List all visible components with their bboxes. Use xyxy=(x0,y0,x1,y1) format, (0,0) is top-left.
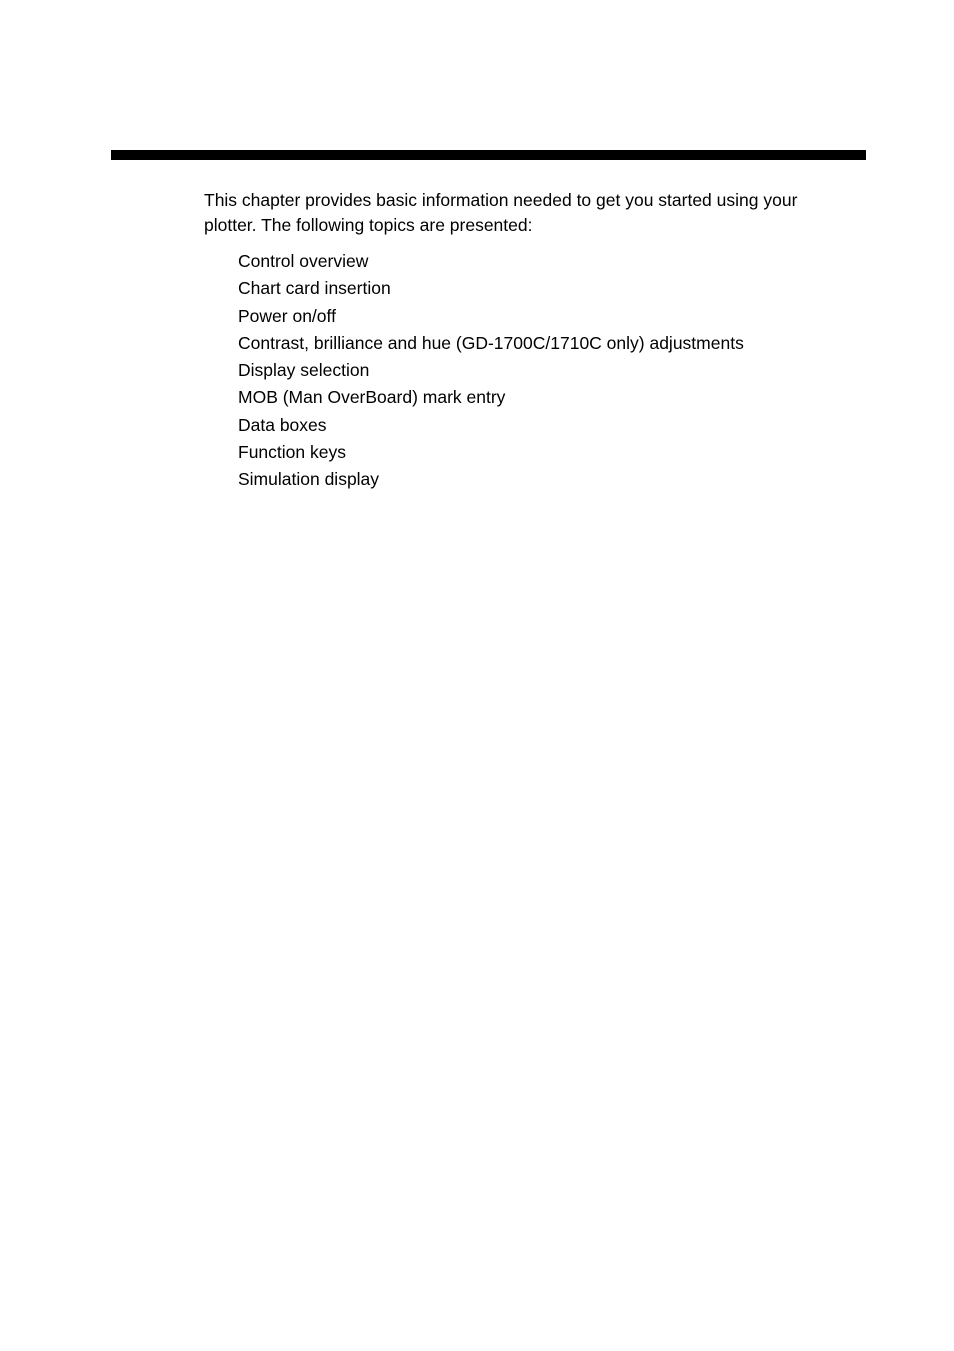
chapter-header-rule xyxy=(111,150,866,160)
topic-item: Control overview xyxy=(238,251,369,271)
topic-item: Function keys xyxy=(238,442,346,463)
intro-paragraph xyxy=(204,188,854,238)
topic-item: Power on/off xyxy=(238,305,336,326)
topic-item: MOB (Man OverBoard) mark entry xyxy=(238,387,506,408)
topic-item: Simulation display xyxy=(238,469,380,490)
intro-line-1: This chapter provides basic information needed to get you started using your xyxy=(204,190,798,210)
intro-line-2: plotter. The following topics are presented: xyxy=(204,215,533,235)
topic-item: Display selection xyxy=(238,360,370,381)
topic-item: Contrast, brilliance and hue (GD-1700C/1710C only) adjustments xyxy=(238,332,744,353)
topic-list xyxy=(238,248,744,494)
topic-item: Data boxes xyxy=(238,414,327,435)
topic-item: Chart card insertion xyxy=(238,278,391,299)
